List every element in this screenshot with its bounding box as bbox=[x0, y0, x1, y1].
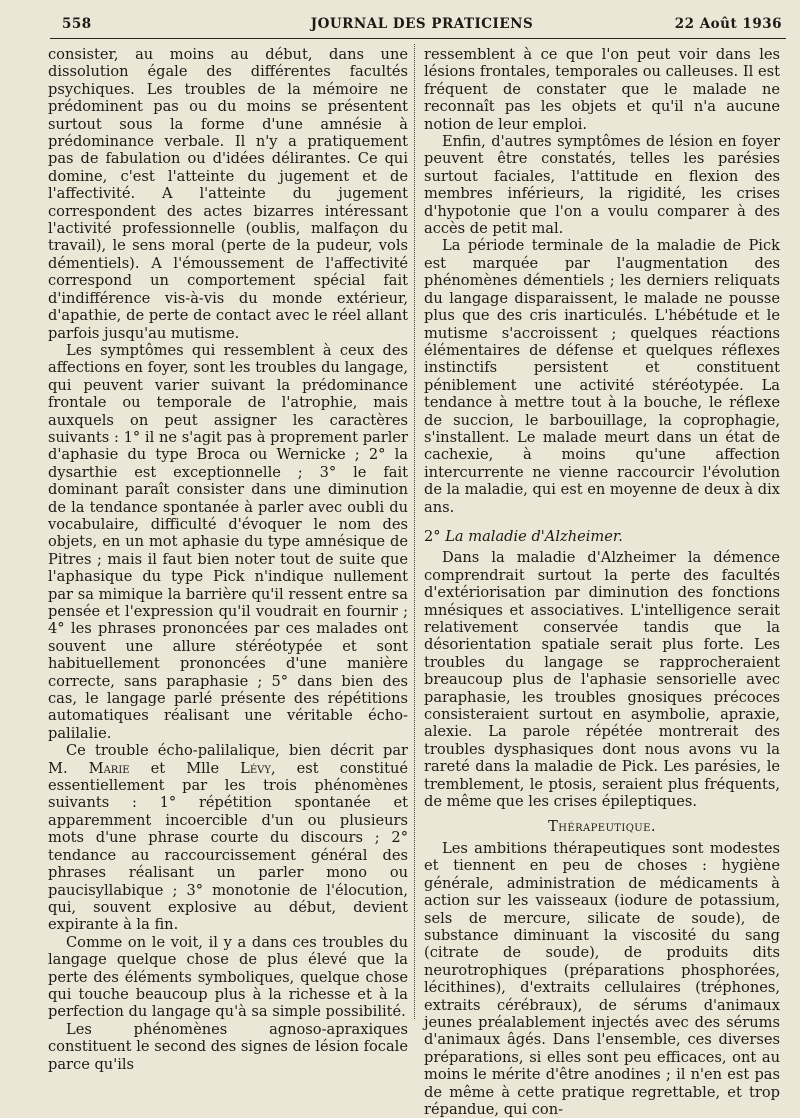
author-name: Lévy bbox=[240, 759, 271, 777]
section-number: 2° bbox=[424, 527, 446, 545]
text-run: Ce trouble écho-palilalique, bien décrit par M. bbox=[48, 742, 408, 777]
paragraph: ressemblent à ce que l'on peut voir dans les lésions frontales, temporales ou calleuses. Il est fréquent de constater que le malade ne reconnaît pas les objets et qu'il n'a aucune notion de leur emploi. bbox=[424, 46, 780, 133]
paragraph bbox=[48, 742, 408, 933]
journal-title: JOURNAL DES PRATICIENS bbox=[310, 16, 534, 32]
paragraph: Comme on le voit, il y a dans ces troubles du langage quelque chose de plus élevé que la perte des éléments symboliques, quelque chose qui touche beaucoup plus à la richesse et à la perfection du langage qu'à sa simple possibilité. bbox=[48, 933, 408, 1021]
text-run: , est constitué essentiellement par les trois phénomènes suivants : 1° répétition spontanée et apparemment incoercible d'un ou plusieurs mots d'une phrase courte du discours ; 2° tendance au raccourcissement général des phrases réalisant un parler mono ou paucisyllabique ; 3° monotonie de l'élocution, qui, souvent explosive au début, devient expirante à la fin. bbox=[48, 759, 408, 934]
section-heading bbox=[424, 528, 780, 545]
column-divider bbox=[414, 44, 415, 1019]
page-number: 558 bbox=[62, 16, 92, 32]
header-rule bbox=[50, 38, 786, 39]
section-title: La maladie d'Alzheimer. bbox=[445, 527, 623, 545]
paragraph: Enfin, d'autres symptômes de lésion en foyer peuvent être constatés, telles les parésies surtout faciales, l'attitude en flexion des membres inférieurs, la rigidité, les crises d'hypotonie que l'on a voulu comparer à des accès de petit mal. bbox=[424, 133, 780, 238]
running-header bbox=[62, 16, 782, 38]
author-name: Marie bbox=[88, 759, 130, 777]
right-column bbox=[424, 46, 780, 1118]
left-column bbox=[48, 46, 408, 1073]
issue-date: 22 Août 1936 bbox=[674, 16, 782, 32]
paragraph: Les symptômes qui ressemblent à ceux des affections en foyer, sont les troubles du langage, qui peuvent varier suivant la prédominance frontale ou temporale de l'atrophie, mais auxquels on peut assigner les caractères suivants : 1° il ne s'agit pas à proprement parler d'aphasie du type Broca ou Wernicke ; 2° la dysarthie est exceptionnelle ; 3° le fait dominant paraît consister dans une diminution de la tendance spontanée à parler avec oubli du vocabulaire, difficulté d'évoquer le nom des objets, en un mot aphasie du type amnésique de Pitres ; mais il faut bien noter tout de suite que l'aphasique du type Pick n'indique nullement par sa mimique la barrière qu'il ressent entre sa pensée et l'expression qu'il voudrait en fournir ; 4° les phrases prononcées par ces malades ont souvent une allure stéréotypée et sont habituellement prononcées d'une manière correcte, sans paraphasie ; 5° dans bien des cas, le langage parlé présente des répétitions automatiques réalisant une véritable écho-palilalie. bbox=[48, 341, 408, 742]
subheading: Thérapeutique. bbox=[548, 818, 656, 836]
text-run: et Mlle bbox=[129, 759, 241, 777]
paragraph: La période terminale de la maladie de Pick est marquée par l'augmentation des phénomènes démentiels ; les derniers reliquats du langage disparaissent, le malade ne pousse plus que des cris inarticulés. L'hébétude et le mutisme s'accroissent ; quelques réactions élémentaires de défense et quelques réflexes instinctifs persistent et constituent péniblement une activité stéréotypée. La tendance à mettre tout à la bouche, le réflexe de succion, le barbouillage, la coprophagie, s'installent. Le malade meurt dans un état de cachexie, à moins qu'une affection intercurrente ne vienne raccourcir l'évolution de la maladie, qui est en moyenne de deux à dix ans. bbox=[424, 237, 780, 516]
paragraph: Les phénomènes agnoso-apraxiques constituent le second des signes de lésion focale parce qu'ils bbox=[48, 1020, 408, 1073]
paragraph: Les ambitions thérapeutiques sont modestes et tiennent en peu de choses : hygiène générale, administration de médicaments à action sur les vaisseaux (iodure de potassium, sels de mercure, silicate de soude), de substance diminuant la viscosité du sang (citrate de soude), de produits dits neurotrophiques (préparations phosphorées, lécithines), d'extraits cellulaires (tréphones, extraits cérébraux), de sérums d'animaux jeunes préalablement injectés avec des sérums d'animaux âgés. Dans l'ensemble, ces diverses préparations, si elles sont peu efficaces, ont au moins le mérite d'être anodines ; il n'en est pas de même à cette pratique regrettable, et trop répandue, qui con- bbox=[424, 839, 780, 1118]
paragraph: consister, au moins au début, dans une dissolution égale des différentes facultés psychiques. Les troubles de la mémoire ne prédominent pas ou du moins se présentent surtout sous la forme d'une amnésie à prédominance verbale. Il n'y a pratiquement pas de fabulation ou d'idées délirantes. Ce qui domine, c'est l'atteinte du jugement et de l'affectivité. A l'atteinte du jugement correspondent des actes bizarres intéressant l'activité professionnelle (oublis, malfaçon du travail), le sens moral (perte de la pudeur, vols démentiels). A l'émoussement de l'affectivité correspond un comportement spécial fait d'indifférence vis-à-vis du monde extérieur, d'apathie, de perte de contact avec le réel allant parfois jusqu'au mutisme. bbox=[48, 46, 408, 342]
paragraph: Dans la maladie d'Alzheimer la démence comprendrait surtout la perte des facultés d'extériorisation par diminution des fonctions mnésiques et associatives. L'intelligence serait relativement conservée tandis que la désorientation spatiale serait plus forte. Les troubles du langage se rapprocheraient breaucoup plus de l'aphasie sensorielle avec paraphasie, les troubles gnosiques précoces consisteraient surtout en asymbolie, apraxie, alexie. La parole répétée montrerait des troubles dysphasiques dont nous avons vu la rareté dans la maladie de Pick. Les parésies, le tremblement, le ptosis, seraient plus fréquents, de même que les crises épileptiques. bbox=[424, 549, 780, 811]
